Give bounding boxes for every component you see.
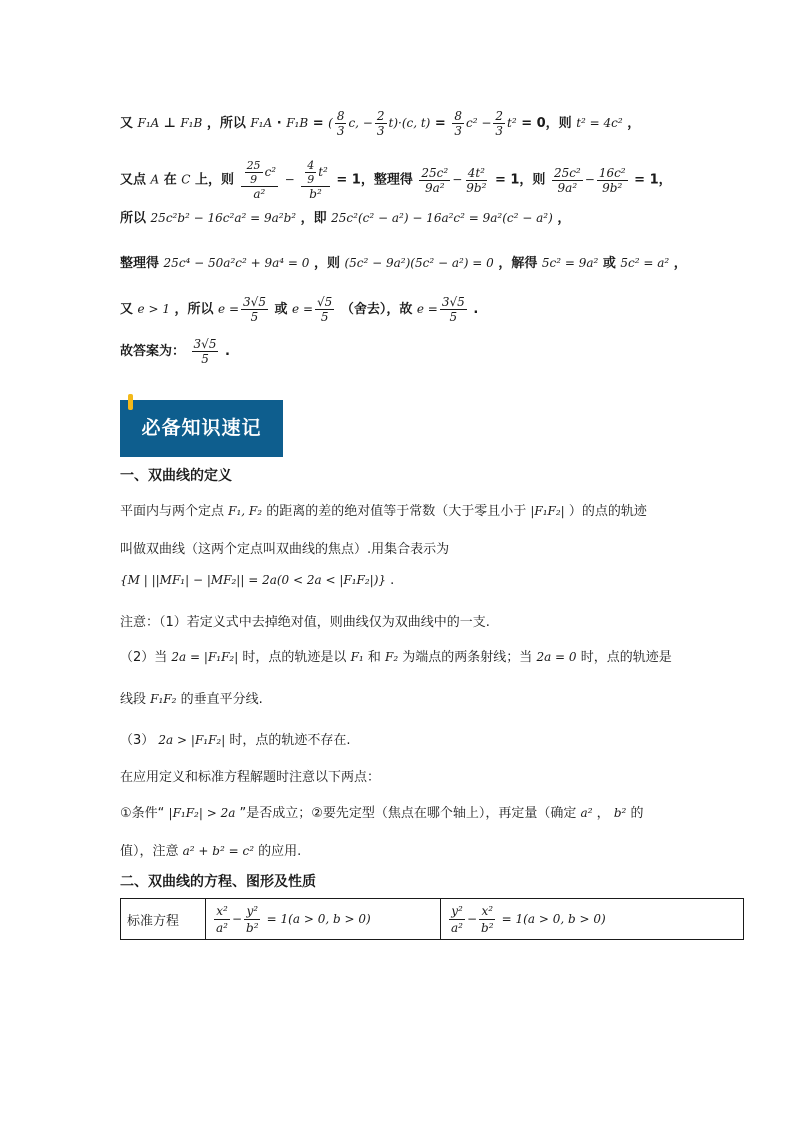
application-note: 在应用定义和标准方程解题时注意以下两点： [120,770,381,785]
table-row [121,899,744,940]
condition-line: ①条件“ |F₁F₂| > 2a ”是否成立；②要先定型（焦点在哪个轴上），再定量（确定 a² ， b² 的 [120,806,644,821]
section1-heading: 一、双曲线的定义 [120,468,232,484]
note-2-cont: 线段 F₁F₂ 的垂直平分线. [120,692,263,707]
definition-para-1: 平面内与两个定点 F₁, F₂ 的距离的差的绝对值等于常数（大于零且小于 |F₁F₂| ）的点的轨迹 [120,504,647,519]
equation-x-cell: $\frac{\text{x²}}{\text{a²}}$ − $\frac{\text{y²}}{\text{b²}}$ = 1(a > 0, b > 0) [206,899,441,940]
solution-line-1: 又 F₁A ⊥ F₁B ，所以 F₁A · F₁B = ( $\frac{8}{3}$ c, − $\frac{2}{3}$ t)·(c, t) = $\frac{8}{3}$ c² − $\frac{2}{3}$ t² = 0，则 t² = 4c² ， [120,109,641,138]
condition-line-2: 值），注意 a² + b² = c² 的应用. [120,844,302,859]
definition-para-2: 叫做双曲线（这两个定点叫双曲线的焦点）.用集合表示为 [120,542,450,557]
compound-fraction: $\frac{25}{9}$ c² a² [241,160,279,200]
vector-f1a: F₁A [137,116,160,130]
solution-line-3: 所以 25c²b² − 16c²a² = 9a²b² ，即 25c²(c² − a²) − 16a²c² = 9a²(c² − a²) ， [120,211,571,226]
set-notation: {M | ||MF₁| − |MF₂|| = 2a(0 < 2a < |F₁F₂|)} . [120,573,395,588]
table-header-cell: 标准方程 [121,899,206,940]
solution-line-2: 又点 A 在 C 上，则 $\frac{25}{9}$ c² a² − $\frac{4}{9}$ t² b² = 1，整理得 $\frac{\text{25c²}}{\text{9a²}}$ − $\frac{\text{4t²}}{\text{9b²}}$ = 1，则 $\frac{\text{25c²}}{\text{9a²}}$ − $\frac{\text{16c²}}{\text{9b²}}$ = 1， [120,159,672,201]
note-1: 注意：（1）若定义式中去掉绝对值，则曲线仅为双曲线中的一支. [120,615,490,630]
equation-y-cell: $\frac{\text{y²}}{\text{a²}}$ − $\frac{\text{x²}}{\text{b²}}$ = 1(a > 0, b > 0) [441,899,744,940]
fraction: $\frac{8}{3}$ [336,109,345,138]
solution-line-5: 又 e > 1 ，所以 e = $\frac{3√5}{5}$ 或 e = $\frac{√5}{5}$ （舍去），故 e = $\frac{3√5}{5}$ . [120,295,479,324]
section2-heading: 二、双曲线的方程、图形及性质 [120,874,316,890]
note-3: （3） 2a > |F₁F₂| 时，点的轨迹不存在. [120,733,351,748]
section-badge [120,400,283,457]
note-2: （2）当 2a = |F₁F₂| 时，点的轨迹是以 F₁ 和 F₂ 为端点的两条射线；当 2a = 0 时，点的轨迹是 [120,650,672,665]
vector-f1b: F₁B [180,116,203,130]
properties-table [120,898,744,940]
answer-line: 故答案为： $\frac{3√5}{5}$ . [120,337,230,366]
badge-label: 必备知识速记 [141,417,262,439]
solution-line-4: 整理得 25c⁴ − 50a²c² + 9a⁴ = 0 ，则 (5c² − 9a²)(5c² − a²) = 0 ，解得 5c² = 9a² 或 5c² = a² ， [120,256,687,271]
